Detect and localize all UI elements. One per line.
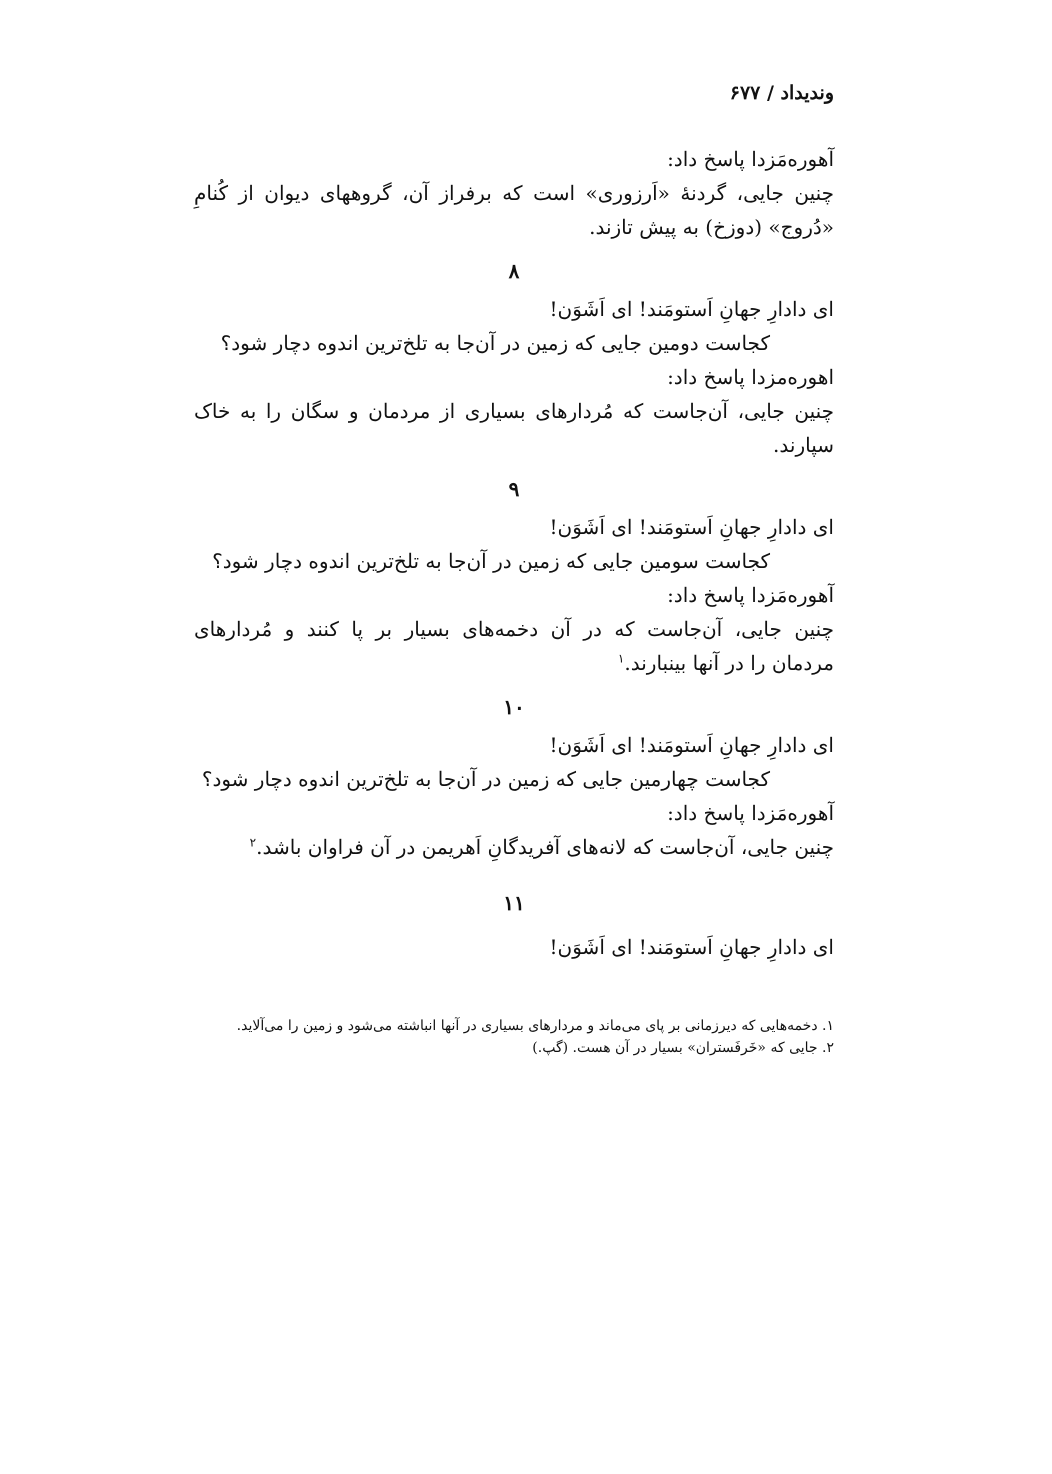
address-line: ای دادارِ جهانِ اَستومَند! ای اَشَوَن! (549, 297, 834, 321)
footnotes (194, 1015, 834, 1059)
footnote-marker[interactable]: ۱ (617, 651, 625, 666)
answer-line (194, 830, 834, 864)
footnote: ۱. دخمه‌هایی که دیرزمانی بر پای می‌ماند و مردارهای بسیاری در آنها انباشته می‌شود و زمین را می‌آلاید. (236, 1018, 834, 1034)
main-text (194, 142, 834, 964)
section-number: ۹ (508, 477, 520, 501)
address-line: ای دادارِ جهانِ اَستومَند! ای اَشَوَن! (549, 515, 834, 539)
answer-text: چنین جایی، آن‌جاست که لانه‌های آفریدگانِ اَهریمن در آن فراوان باشد. (256, 835, 834, 859)
section-number: ۱۰ (503, 695, 525, 719)
address-line: ای دادارِ جهانِ اَستومَند! ای اَشَوَن! (549, 935, 834, 959)
address-line: ای دادارِ جهانِ اَستومَند! ای اَشَوَن! (549, 733, 834, 757)
running-header: وندیداد / ۶۷۷ (729, 82, 834, 104)
question-line: کجاست سومین جایی که زمین در آن‌جا به تلخ‌ترین اندوه دچار شود؟ (212, 549, 770, 573)
answer-label: آهوره‌مَزدا پاسخ داد: (667, 801, 834, 825)
answer-line (194, 646, 834, 680)
section-number: ۸ (508, 259, 520, 283)
answer-line: چنین جایی، گردنهٔ «اَرزوری» است که برفراز آن، گروههای دیوان از کُنامِ (194, 181, 834, 205)
answer-line: چنین جایی، آن‌جاست که مُردارهای بسیاری از مردمان و سگان را به خاک (194, 399, 834, 423)
answer-line: «دُروج» (دوزخ) به پیش تازند. (589, 215, 834, 239)
footnote: ۲. جایی که «خَرفَستران» بسیار در آن هست. (گپ.) (532, 1040, 834, 1056)
question-line: کجاست چهارمین جایی که زمین در آن‌جا به تلخ‌ترین اندوه دچار شود؟ (201, 767, 770, 791)
answer-text: مردمان را در آنها بینبارند. (624, 651, 834, 675)
section-number: ۱۱ (503, 891, 525, 915)
answer-label: اهوره‌مزدا پاسخ داد: (667, 365, 834, 389)
footnote-marker[interactable]: ۲ (249, 835, 257, 850)
question-line: کجاست دومین جایی که زمین در آن‌جا به تلخ‌ترین اندوه دچار شود؟ (220, 331, 770, 355)
answer-label: آهوره‌مَزدا پاسخ داد: (667, 583, 834, 607)
answer-line: سپارند. (773, 433, 834, 457)
answer-label: آهوره‌مَزدا پاسخ داد: (667, 147, 834, 171)
answer-line: چنین جایی، آن‌جاست که در آن دخمه‌های بسیار بر پا کنند و مُردارهای (194, 617, 834, 641)
